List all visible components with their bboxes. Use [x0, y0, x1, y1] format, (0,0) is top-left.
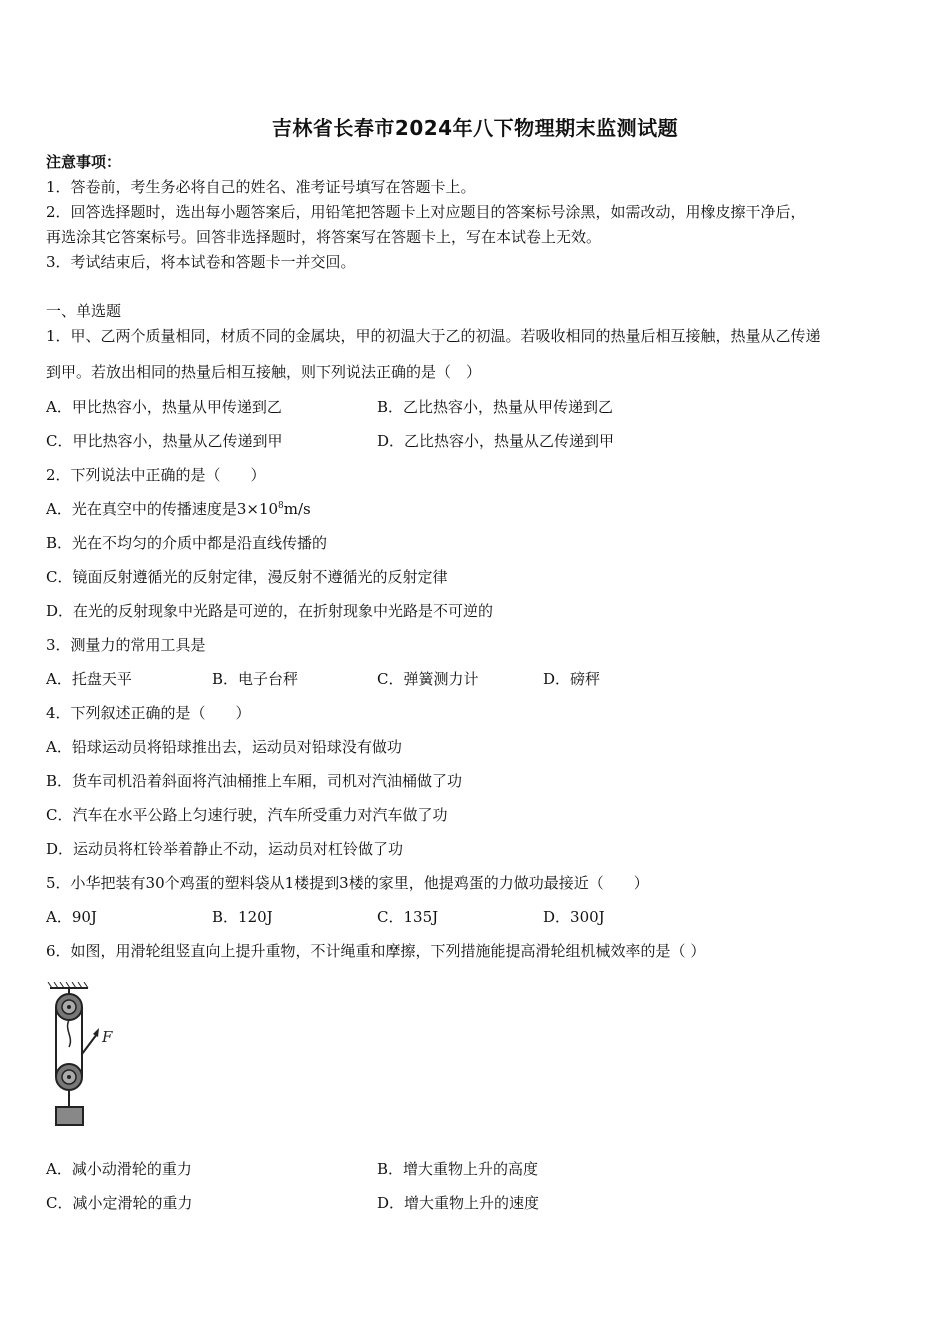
notice-item: 再选涂其它答案标号。回答非选择题时，将答案写在答题卡上，写在本试卷上无效。: [46, 228, 602, 246]
q2-option-d: D．在光的反射现象中光路是可逆的，在折射现象中光路是不可逆的: [46, 602, 494, 620]
question-4-stem: 4．下列叙述正确的是（ ）: [46, 704, 251, 722]
force-arrow-icon: [93, 1028, 99, 1037]
notice-item: 2．回答选择题时，选出每小题答案后，用铅笔把答题卡上对应题目的答案标号涂黑，如需改动，用橡皮擦干净后，: [46, 203, 806, 221]
question-1-stem-cont: 到甲。若放出相同的热量后相互接触，则下列说法正确的是（ ）: [46, 363, 482, 381]
force-label: F: [102, 1028, 113, 1046]
q2-option-c: C．镜面反射遵循光的反射定律，漫反射不遵循光的反射定律: [46, 568, 448, 586]
question-2-stem: 2．下列说法中正确的是（ ）: [46, 466, 266, 484]
q4-option-b: B．货车司机沿着斜面将汽油桶推上车厢，司机对汽油桶做了功: [46, 772, 463, 790]
q5-option-c: C．135J: [377, 908, 439, 926]
q3-option-d: D．磅秤: [543, 670, 601, 688]
rope-middle: [68, 1020, 71, 1047]
weight-block-icon: [56, 1107, 83, 1125]
q2-option-a-exponent: 8: [278, 501, 284, 511]
section-heading: 一、单选题: [46, 302, 122, 320]
q1-option-a: A．甲比热容小，热量从甲传递到乙: [46, 398, 282, 416]
q5-option-a: A．90J: [46, 908, 97, 926]
q6-option-c: C．减小定滑轮的重力: [46, 1194, 193, 1212]
question-6-stem: 6．如图，用滑轮组竖直向上提升重物，不计绳重和摩擦，下列措施能提高滑轮组机械效率的是（ ）: [46, 942, 706, 960]
pulley-figure: [42, 982, 132, 1130]
q5-option-b: B．120J: [212, 908, 273, 926]
q2-option-a: [46, 499, 311, 519]
q6-option-d: D．增大重物上升的速度: [377, 1194, 540, 1212]
q6-option-b: B．增大重物上升的高度: [377, 1160, 539, 1178]
q1-option-c: C．甲比热容小，热量从乙传递到甲: [46, 432, 283, 450]
notice-item: 1．答卷前，考生务必将自己的姓名、准考证号填写在答题卡上。: [46, 178, 476, 196]
q3-option-c: C．弹簧测力计: [377, 670, 479, 688]
q2-option-a-text: A．光在真空中的传播速度是3×10: [46, 500, 279, 518]
q6-option-a: A．减小动滑轮的重力: [46, 1160, 192, 1178]
question-3-stem: 3．测量力的常用工具是: [46, 636, 206, 654]
q3-option-b: B．电子台秤: [212, 670, 299, 688]
q4-option-d: D．运动员将杠铃举着静止不动，运动员对杠铃做了功: [46, 840, 404, 858]
pulley-diagram: [42, 982, 132, 1130]
q2-option-a-unit: m/s: [283, 500, 311, 518]
notice-heading: 注意事项：: [46, 153, 122, 171]
q4-option-a: A．铅球运动员将铅球推出去，运动员对铅球没有做功: [46, 738, 402, 756]
pull-rope: [82, 1034, 97, 1054]
q1-option-b: B．乙比热容小，热量从甲传递到乙: [377, 398, 614, 416]
q1-option-d: D．乙比热容小，热量从乙传递到甲: [377, 432, 615, 450]
q2-option-b: B．光在不均匀的介质中都是沿直线传播的: [46, 534, 328, 552]
q5-option-d: D．300J: [543, 908, 605, 926]
question-1-stem: 1．甲、乙两个质量相同，材质不同的金属块，甲的初温大于乙的初温。若吸收相同的热量后相互接触，热量从乙传递: [46, 327, 821, 345]
q4-option-c: C．汽车在水平公路上匀速行驶，汽车所受重力对汽车做了功: [46, 806, 448, 824]
page-title: 吉林省长春市2024年八下物理期末监测试题: [271, 116, 679, 140]
question-5-stem: 5．小华把装有30个鸡蛋的塑料袋从1楼提到3楼的家里，他提鸡蛋的力做功最接近（ ）: [46, 874, 649, 892]
notice-item: 3．考试结束后，将本试卷和答题卡一并交回。: [46, 253, 356, 271]
q3-option-a: A．托盘天平: [46, 670, 132, 688]
